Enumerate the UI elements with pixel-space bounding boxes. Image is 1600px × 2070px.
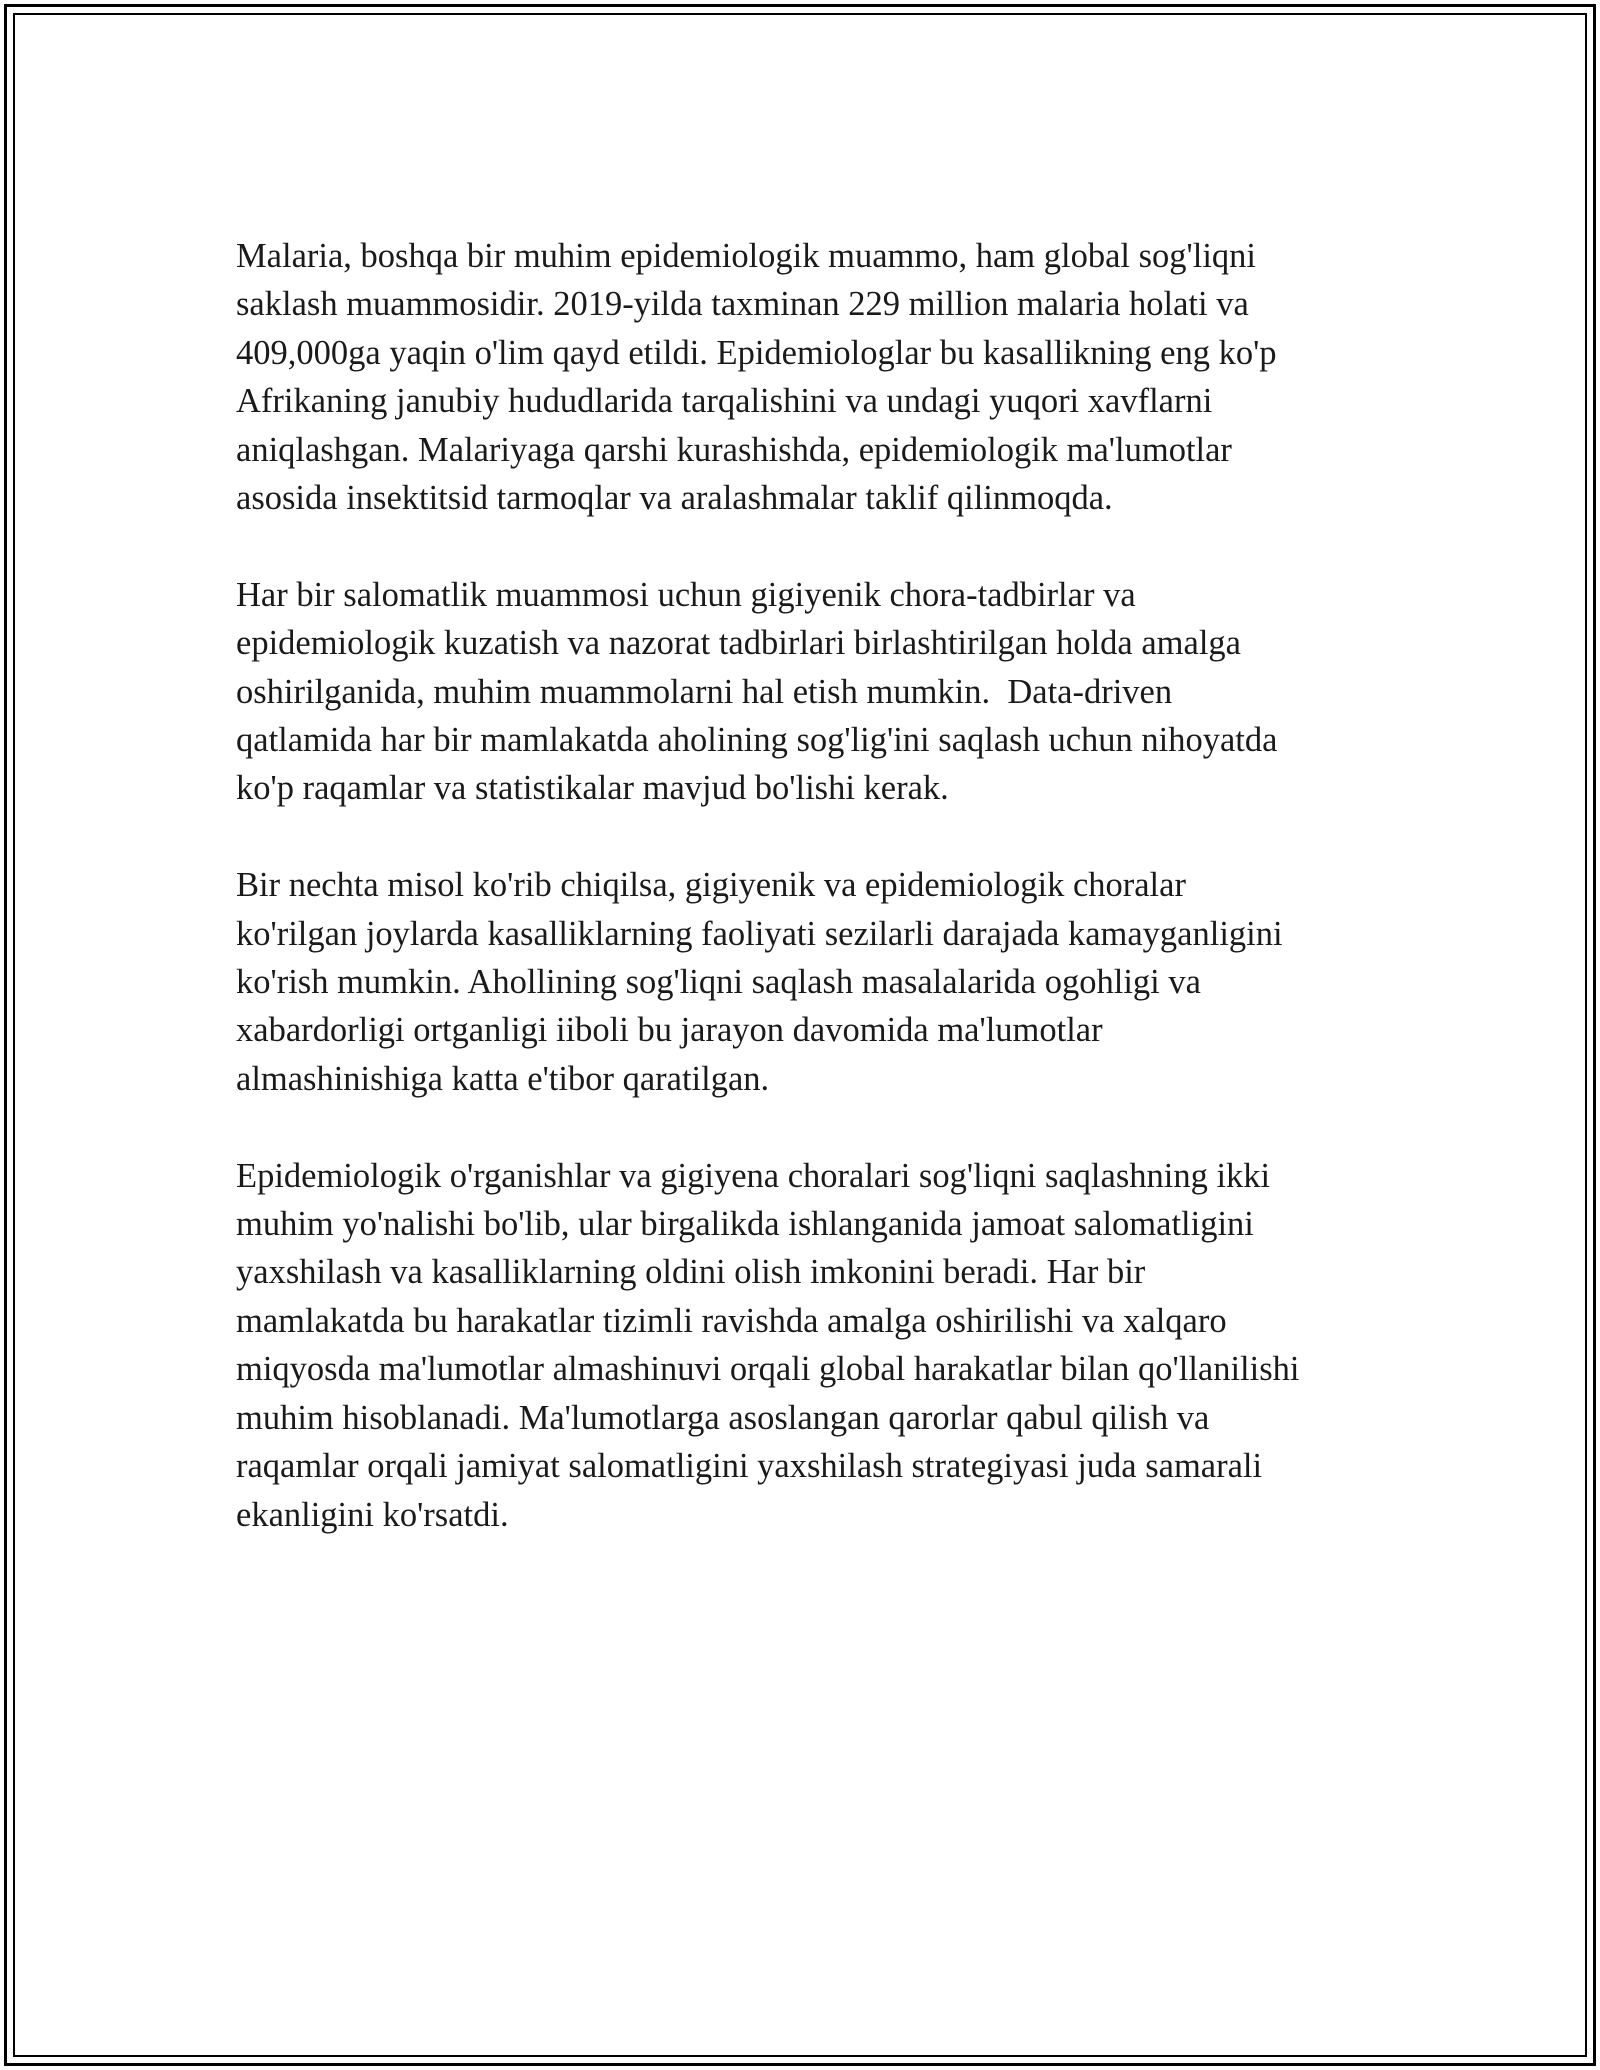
text-line: ko'rilgan joylarda kasalliklarning faoliyati sezilarli darajada kamayganligini xyxy=(236,914,1283,953)
text-line: ekanligini ko'rsatdi. xyxy=(236,1495,509,1534)
paragraph-conclusion xyxy=(236,1152,1386,1539)
text-line: aniqlashgan. Malariyaga qarshi kurashishda, epidemiologik ma'lumotlar xyxy=(236,430,1232,469)
text-line: muhim hisoblanadi. Ma'lumotlarga asoslangan qarorlar qabul qilish va xyxy=(236,1398,1210,1437)
text-line: yaxshilash va kasalliklarning oldini olish imkonini beradi. Har bir xyxy=(236,1253,1146,1292)
text-line: ko'p raqamlar va statistikalar mavjud bo'lishi kerak. xyxy=(236,769,949,808)
text-line: ko'rish mumkin. Ahollining sog'liqni saqlash masalalarida ogohligi va xyxy=(236,963,1201,1002)
paragraph-examples xyxy=(236,861,1386,1103)
text-line: epidemiologik kuzatish va nazorat tadbirlari birlashtirilgan holda amalga xyxy=(236,624,1241,663)
text-line: Bir nechta misol ko'rib chiqilsa, gigiyenik va epidemiologik choralar xyxy=(236,866,1186,905)
text-line: raqamlar orqali jamiyat salomatligini yaxshilash strategiyasi juda samarali xyxy=(236,1447,1263,1486)
text-line: Har bir salomatlik muammosi uchun gigiyenik chora-tadbirlar va xyxy=(236,575,1136,614)
text-line: Afrikaning janubiy hududlarida tarqalishini va undagi yuqori xavflarni xyxy=(236,382,1213,421)
text-line: qatlamida har bir mamlakatda aholining sog'lig'ini saqlash uchun nihoyatda xyxy=(236,721,1278,760)
document-body xyxy=(236,232,1386,1587)
text-line: xabardorligi ortganligi iiboli bu jarayon davomida ma'lumotlar xyxy=(236,1011,1103,1050)
text-line: 409,000ga yaqin o'lim qayd etildi. Epidemiologlar bu kasallikning eng ko'p xyxy=(236,333,1277,372)
text-line: miqyosda ma'lumotlar almashinuvi orqali global harakatlar bilan qo'llanilishi xyxy=(236,1350,1300,1389)
text-line: Malaria, boshqa bir muhim epidemiologik muammo, ham global sog'liqni xyxy=(236,237,1256,275)
text-line: asosida insektitsid tarmoqlar va aralashmalar taklif qilinmoqda. xyxy=(236,479,1113,518)
text-line: oshirilganida, muhim muammolarni hal etish mumkin. Data-driven xyxy=(236,672,1173,711)
text-line: mamlakatda bu harakatlar tizimli ravishda amalga oshirilishi va xalqaro xyxy=(236,1301,1227,1340)
text-line: muhim yo'nalishi bo'lib, ular birgalikda ishlanganida jamoat salomatligini xyxy=(236,1205,1254,1244)
paragraph-malaria xyxy=(236,232,1386,522)
paragraph-health-measures xyxy=(236,571,1386,813)
text-line: saklash muammosidir. 2019-yilda taxminan 229 million malaria holati va xyxy=(236,285,1249,324)
text-line: Epidemiologik o'rganishlar va gigiyena choralari sog'liqni saqlashning ikki xyxy=(236,1156,1271,1195)
text-line: almashinishiga katta e'tibor qaratilgan. xyxy=(236,1059,770,1098)
